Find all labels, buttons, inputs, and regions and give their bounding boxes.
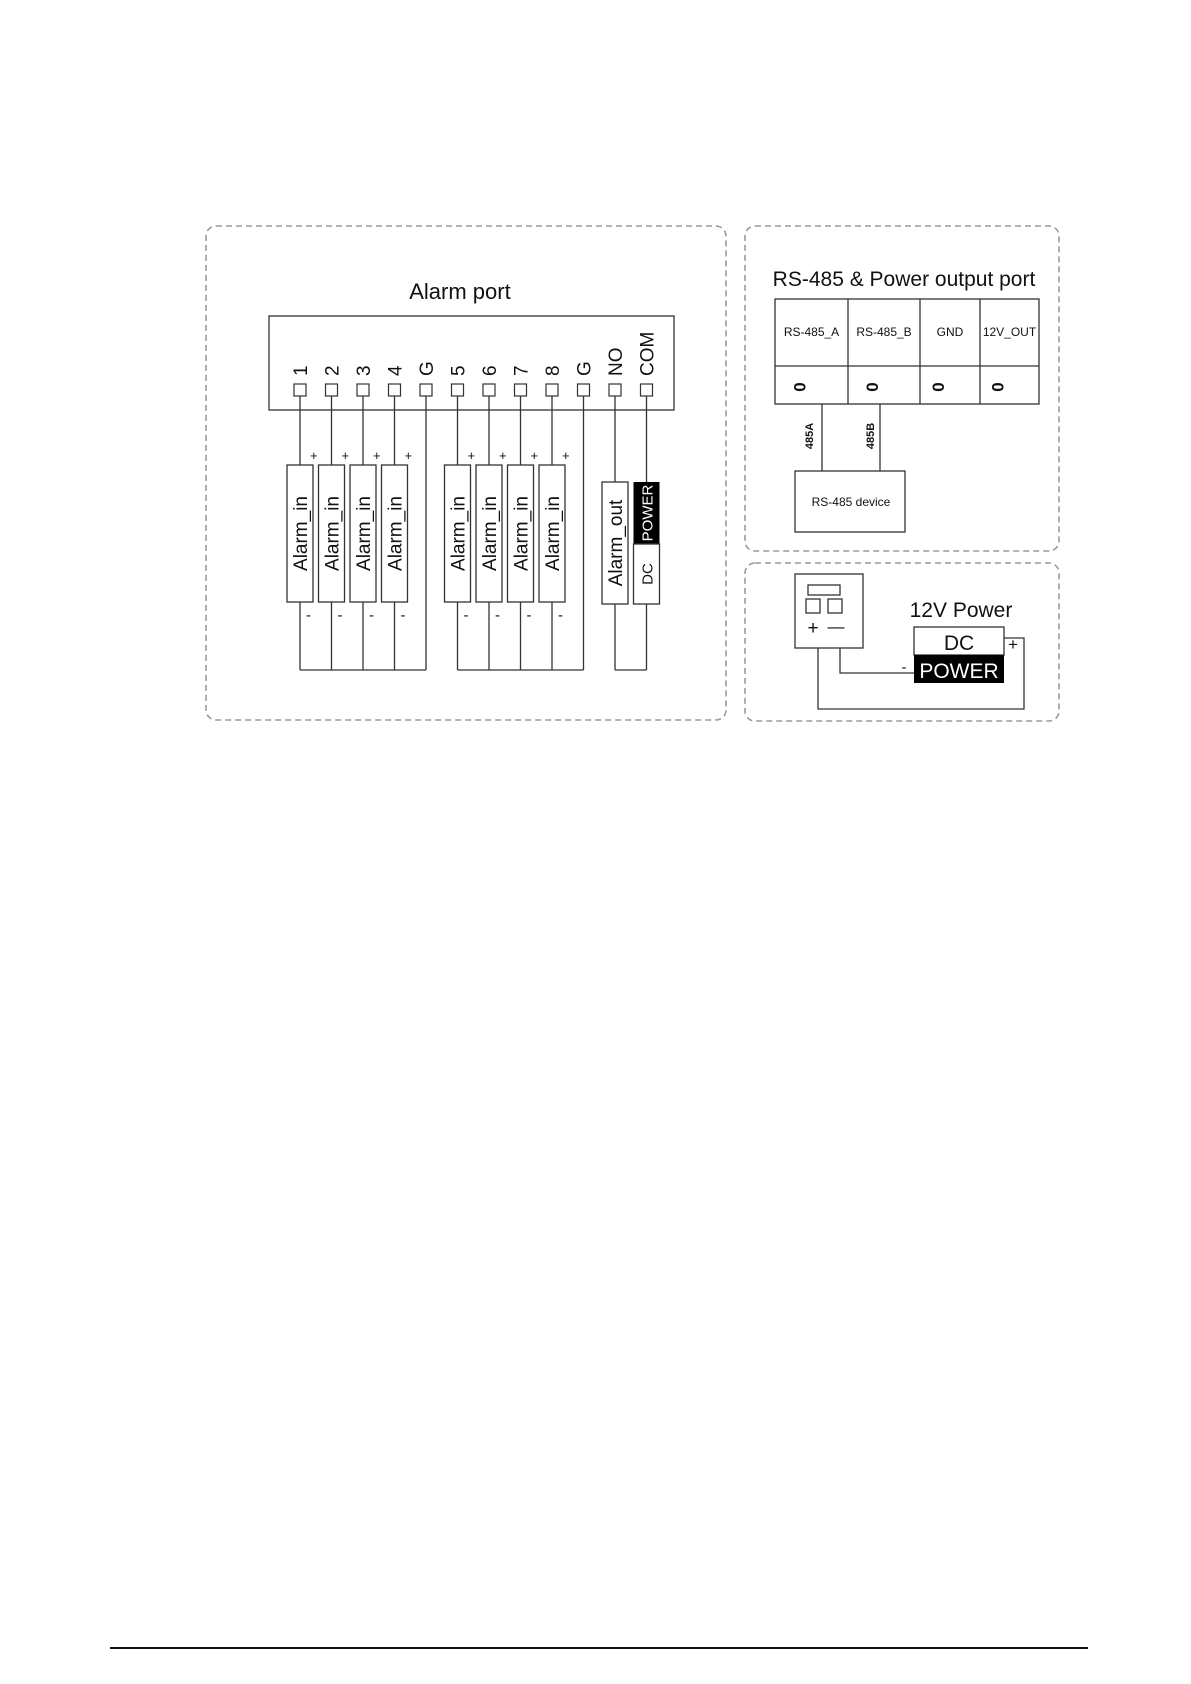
rs485-terminal: 0: [790, 382, 810, 392]
footer-rule: [110, 1647, 1088, 1649]
terminal-pin: [641, 384, 653, 396]
alarm-in-label: Alarm_in: [291, 496, 312, 571]
terminal-pin: [389, 384, 401, 396]
dc-label: DC: [943, 632, 975, 655]
terminal-label: 3: [354, 365, 375, 376]
alarm-out-label: Alarm_out: [606, 499, 627, 587]
terminal-pin: [483, 384, 495, 396]
plus-sign: +: [467, 448, 476, 463]
rs485-terminal: 0: [863, 382, 882, 392]
terminal-label: 6: [480, 365, 501, 376]
minus-sign: -: [526, 607, 532, 624]
terminal-pin: [515, 384, 527, 396]
plus-sign: +: [310, 448, 318, 463]
alarm-devices: [287, 448, 660, 624]
plus-sign: +: [404, 448, 413, 463]
terminal-pin: [420, 384, 432, 396]
power-supply-power-label: POWER: [639, 484, 657, 542]
terminal-label: NO: [606, 347, 627, 376]
plus-sign: +: [341, 448, 350, 463]
terminal-pin: [578, 384, 590, 396]
rs485-column-header: RS-485_B: [856, 325, 912, 339]
minus-sign: -: [495, 607, 500, 624]
terminal-label: 8: [543, 365, 564, 376]
wire-label-485a: 485A: [804, 422, 816, 450]
power-supply-dc-label: DC: [639, 563, 657, 585]
rs485-panel: [745, 226, 1059, 551]
rs485-terminal: 0: [988, 382, 1008, 392]
terminal-pin: [609, 384, 621, 396]
minus-sign: -: [306, 607, 311, 624]
minus-sign: -: [369, 607, 374, 624]
minus-sign: -: [558, 607, 563, 624]
alarm-in-label: Alarm_in: [480, 496, 501, 571]
rs485-column-header: GND: [936, 325, 964, 339]
power-12v-panel: [745, 563, 1059, 721]
connector-latch: [808, 585, 840, 595]
power-minus-sign: -: [901, 659, 907, 676]
plus-sign: +: [373, 448, 381, 463]
alarm-port-title: Alarm port: [409, 279, 511, 304]
plus-sign: +: [499, 448, 507, 463]
minus-sign: -: [463, 607, 469, 624]
rs485-column-header: 12V_OUT: [982, 325, 1037, 339]
rs485-column-header: RS-485_A: [783, 325, 840, 339]
power-12v-title: 12V Power: [909, 599, 1013, 622]
plus-sign: +: [562, 448, 570, 463]
plus-sign: +: [530, 448, 539, 463]
alarm-in-label: Alarm_in: [354, 496, 375, 571]
alarm-in-label: Alarm_in: [448, 496, 470, 571]
terminal-label: 5: [448, 365, 470, 376]
minus-sign: -: [400, 607, 406, 624]
alarm-in-label: Alarm_in: [543, 496, 564, 571]
alarm-in-label: Alarm_in: [511, 496, 533, 571]
terminal-label: 7: [511, 365, 533, 376]
terminal-label: COM: [637, 331, 659, 376]
rs485-terminal: 0: [929, 382, 948, 392]
terminal-pin: [357, 384, 369, 396]
connector-minus: —: [827, 617, 845, 636]
power-plus-sign: +: [1008, 635, 1018, 654]
connector-slot-left: [806, 599, 820, 613]
alarm-in-label: Alarm_in: [385, 496, 407, 571]
terminal-label: 4: [385, 365, 407, 376]
terminal-label: 1: [291, 365, 312, 376]
alarm-port-panel: [206, 226, 726, 720]
terminal-label: 2: [322, 365, 344, 376]
rs485-title: RS-485 & Power output port: [772, 268, 1036, 291]
terminal-pin: [326, 384, 338, 396]
terminal-label: G: [417, 361, 438, 376]
terminal-pin: [294, 384, 306, 396]
connector-slot-right: [828, 599, 842, 613]
minus-sign: -: [337, 607, 343, 624]
alarm-in-label: Alarm_in: [322, 496, 344, 571]
wire-label-485b: 485B: [865, 422, 877, 450]
terminal-label: G: [574, 361, 596, 376]
power-label: POWER: [919, 660, 999, 683]
terminal-pin: [452, 384, 464, 396]
connector-plus: +: [807, 618, 819, 639]
terminal-pin: [546, 384, 558, 396]
rs485-device-label: RS-485 device: [811, 495, 891, 509]
